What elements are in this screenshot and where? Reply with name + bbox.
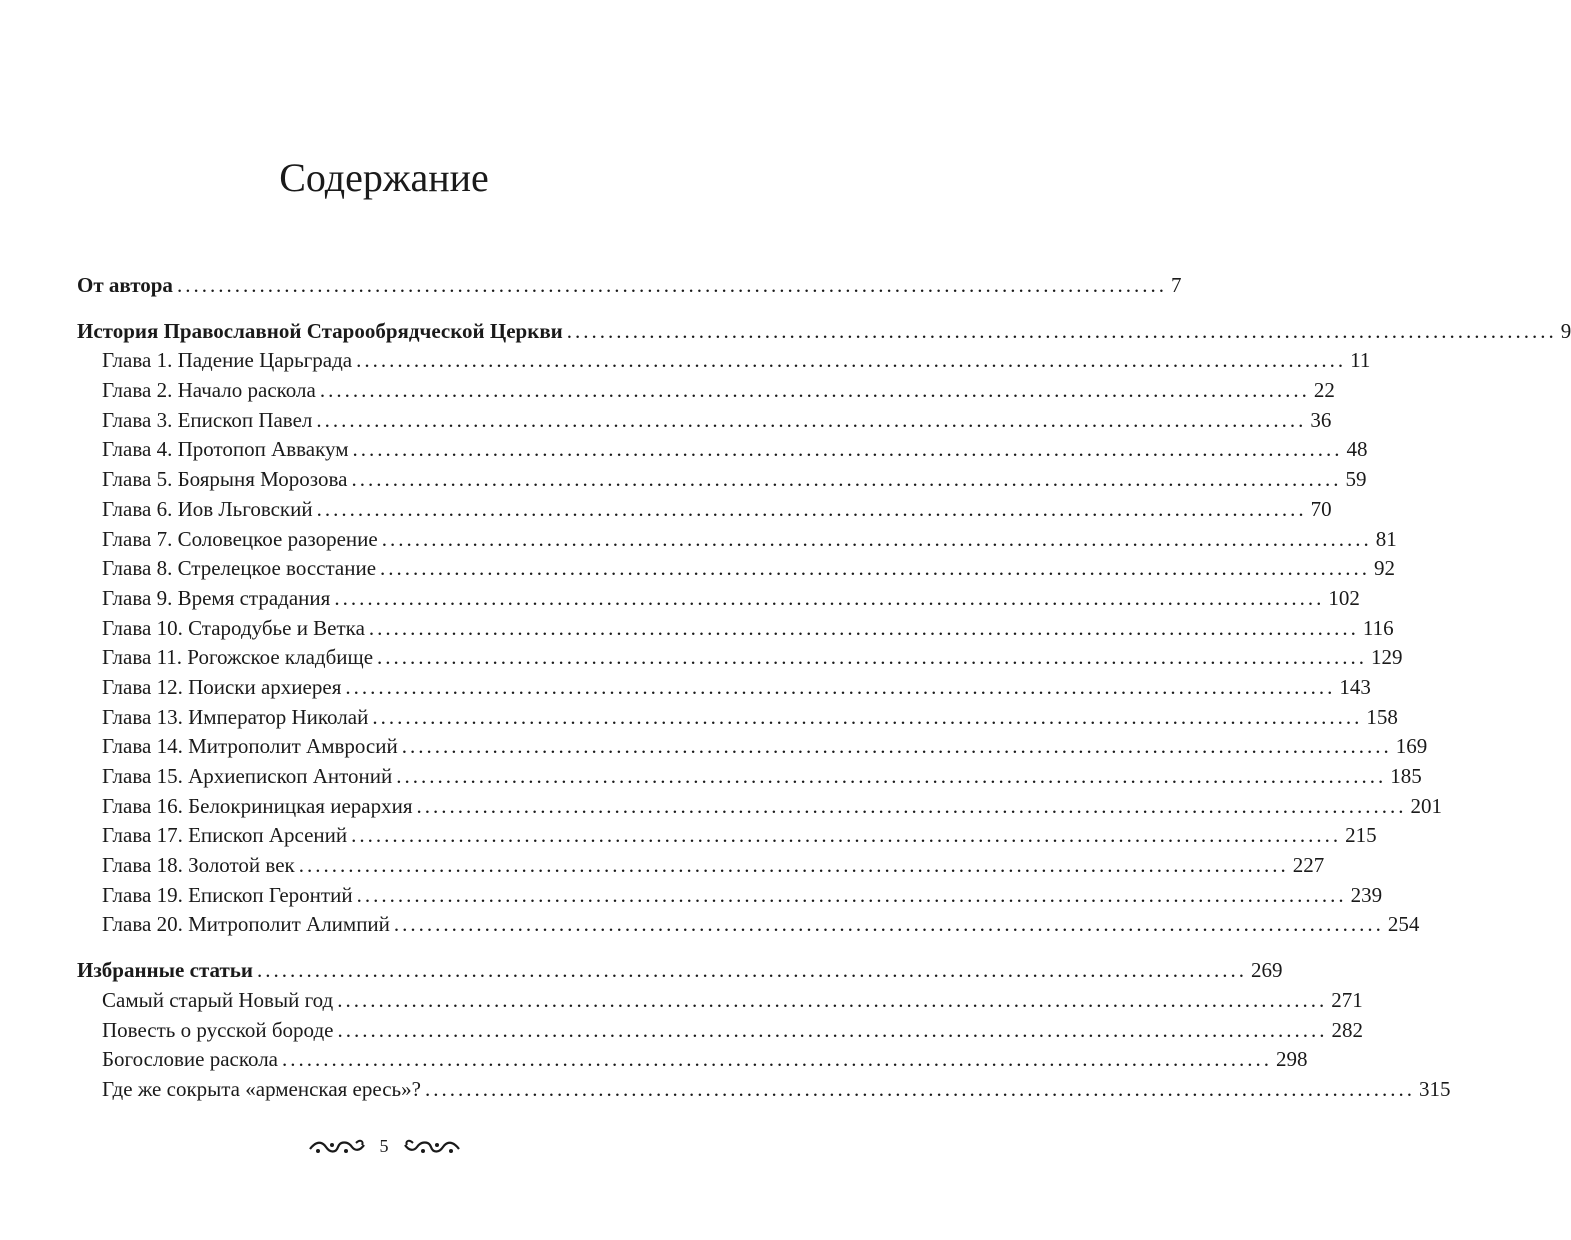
toc-entry-page: 215 (1345, 823, 1377, 848)
toc-entry-title: Глава 19. Епископ Геронтий (102, 882, 353, 907)
dot-leader: ........................................................................................................................ (401, 734, 1392, 759)
toc-chapter-entry (77, 406, 1332, 436)
dot-leader: ........................................................................................................................ (298, 853, 1289, 878)
toc-entry-title: Богословие раскола (102, 1047, 278, 1072)
dot-leader: ........................................................................................................................ (337, 1017, 1328, 1042)
toc-chapter-entry (77, 762, 1422, 792)
toc-section-entry (77, 317, 1571, 347)
toc-chapter-entry (77, 881, 1383, 911)
toc-chapter-entry (77, 1045, 1308, 1075)
toc-entry-title: Глава 16. Белокриницкая иерархия (102, 793, 413, 818)
toc-entry-page: 59 (1345, 467, 1367, 492)
toc-entry-page: 158 (1366, 704, 1398, 729)
dot-leader: ........................................................................................................................ (316, 496, 1307, 521)
toc-entry-page: 129 (1371, 645, 1403, 670)
toc-entry-page: 9 (1560, 318, 1571, 343)
toc-entry-page: 227 (1292, 853, 1325, 878)
dot-leader: ........................................................................................................................ (393, 912, 1384, 937)
toc-chapter-entry (77, 910, 1420, 940)
toc-chapter-entry (77, 495, 1332, 525)
dot-leader: ........................................................................................................................ (368, 615, 1359, 640)
toc-entry-title: Глава 1. Падение Царьграда (102, 348, 353, 373)
toc-section-entry (77, 271, 1182, 301)
toc-entry-title: Повесть о русской бороде (102, 1017, 334, 1042)
toc-chapter-entry (77, 614, 1394, 644)
toc-entry-title: Глава 11. Рогожское кладбище (102, 645, 374, 670)
toc-entry-page: 169 (1395, 734, 1428, 759)
page-title: Содержание (279, 155, 489, 200)
toc-chapter-entry (77, 346, 1371, 376)
toc-entry-title: Глава 3. Епископ Павел (102, 407, 313, 432)
toc-chapter-entry (77, 1075, 1451, 1105)
toc-entry-title: Глава 5. Боярыня Морозова (102, 467, 348, 492)
toc-entry-title: Глава 15. Архиепископ Антоний (102, 764, 393, 788)
toc-entry-title: Глава 8. Стрелецкое восстание (102, 556, 377, 581)
toc-entry-page: 92 (1374, 556, 1396, 581)
toc-entry-page: 298 (1276, 1047, 1308, 1072)
toc-entry-page: 11 (1350, 348, 1371, 373)
dot-leader: ........................................................................................................................ (566, 318, 1557, 343)
dot-leader: ........................................................................................................................ (337, 987, 1328, 1012)
toc-chapter-entry (77, 525, 1397, 555)
toc-entry-title: Избранные статьи (77, 958, 253, 983)
toc-entry-page: 271 (1331, 987, 1363, 1012)
section-spacer (77, 940, 652, 956)
toc-chapter-entry (77, 821, 1377, 851)
toc-entry-title: Глава 18. Золотой век (102, 853, 295, 878)
toc-entry-title: Самый старый Новый год (102, 987, 334, 1012)
toc-chapter-entry (77, 1016, 1363, 1046)
dot-leader: ........................................................................................................................ (334, 585, 1325, 610)
dot-leader: ........................................................................................................................ (176, 273, 1167, 297)
toc-entry-title: Глава 14. Митрополит Амвросий (102, 734, 398, 759)
toc-entry-page: 239 (1350, 882, 1383, 907)
toc-entry-page: 282 (1331, 1017, 1363, 1042)
toc-entry-page: 201 (1410, 793, 1442, 818)
dot-leader: ........................................................................................................................ (352, 437, 1343, 462)
toc-chapter-entry (77, 851, 1325, 881)
toc-entry-title: Где же сокрыта «арменская ересь»? (102, 1076, 421, 1101)
dot-leader: ........................................................................................................................ (319, 378, 1310, 403)
dot-leader: ........................................................................................................................ (416, 793, 1407, 818)
toc-entry-page: 116 (1362, 615, 1394, 640)
dot-leader: ........................................................................................................................ (282, 1047, 1272, 1072)
dot-leader: ........................................................................................................................ (381, 526, 1372, 551)
toc-chapter-entry (77, 732, 1428, 762)
toc-entry-title: Глава 17. Епископ Арсений (102, 823, 348, 848)
toc-entry-page: 185 (1390, 764, 1422, 788)
toc-entry-title: Глава 20. Митрополит Алимпий (102, 912, 390, 937)
toc-entry-page: 143 (1339, 674, 1371, 699)
toc-chapter-entry (77, 376, 1335, 406)
toc-entry-title: История Православной Старообрядческой Церкви (77, 318, 563, 343)
ornament-right-icon (403, 1137, 461, 1157)
page-footer (0, 1136, 768, 1157)
dot-leader: ........................................................................................................................ (351, 467, 1342, 492)
toc-entry-title: Глава 9. Время страдания (102, 585, 331, 610)
section-spacer (77, 301, 652, 317)
toc-chapter-entry (77, 703, 1398, 733)
toc-entry-page: 22 (1313, 378, 1335, 403)
toc-chapter-entry (77, 643, 1403, 673)
toc-entry-title: Глава 6. Иов Льговский (102, 496, 313, 521)
page-number: 5 (379, 1136, 389, 1156)
dot-leader: ........................................................................................................................ (351, 823, 1342, 848)
toc-entry-page: 315 (1418, 1076, 1451, 1101)
toc-entry-title: Глава 7. Соловецкое разорение (102, 526, 378, 551)
dot-leader: ........................................................................................................................ (257, 958, 1247, 983)
toc-entry-page: 254 (1387, 912, 1420, 937)
dot-leader: ........................................................................................................................ (316, 407, 1307, 432)
toc-entry-title: Глава 13. Император Николай (102, 704, 369, 729)
toc-chapter-entry (77, 986, 1363, 1016)
toc-entry-page: 102 (1328, 585, 1360, 610)
dot-leader: ........................................................................................................................ (396, 764, 1387, 788)
dot-leader: ........................................................................................................................ (356, 348, 1347, 373)
toc-entry-page: 70 (1310, 496, 1332, 521)
toc-chapter-entry (77, 673, 1371, 703)
toc-section-entry (77, 956, 1283, 986)
toc-chapter-entry (77, 584, 1360, 614)
dot-leader: ........................................................................................................................ (380, 556, 1371, 581)
toc-entry-page: 48 (1346, 437, 1368, 462)
toc-entry-page: 81 (1375, 526, 1397, 551)
toc-entry-title: От автора (77, 273, 173, 297)
toc-chapter-entry (77, 435, 1368, 465)
table-of-contents (77, 271, 1571, 1105)
toc-entry-title: Глава 4. Протопоп Аввакум (102, 437, 349, 462)
dot-leader: ........................................................................................................................ (345, 674, 1336, 699)
dot-leader: ........................................................................................................................ (424, 1076, 1415, 1101)
toc-entry-title: Глава 2. Начало раскола (102, 378, 316, 403)
dot-leader: ........................................................................................................................ (372, 704, 1363, 729)
toc-entry-page: 269 (1251, 958, 1283, 983)
dot-leader: ........................................................................................................................ (356, 882, 1347, 907)
toc-entry-title: Глава 10. Стародубье и Ветка (102, 615, 365, 640)
dot-leader: ........................................................................................................................ (377, 645, 1368, 670)
toc-entry-page: 36 (1310, 407, 1332, 432)
toc-entry-title: Глава 12. Поиски архиерея (102, 674, 342, 699)
toc-entry-page: 7 (1170, 273, 1182, 297)
ornament-left-icon (308, 1137, 366, 1157)
toc-chapter-entry (77, 465, 1367, 495)
toc-chapter-entry (77, 554, 1396, 584)
toc-chapter-entry (77, 792, 1442, 822)
